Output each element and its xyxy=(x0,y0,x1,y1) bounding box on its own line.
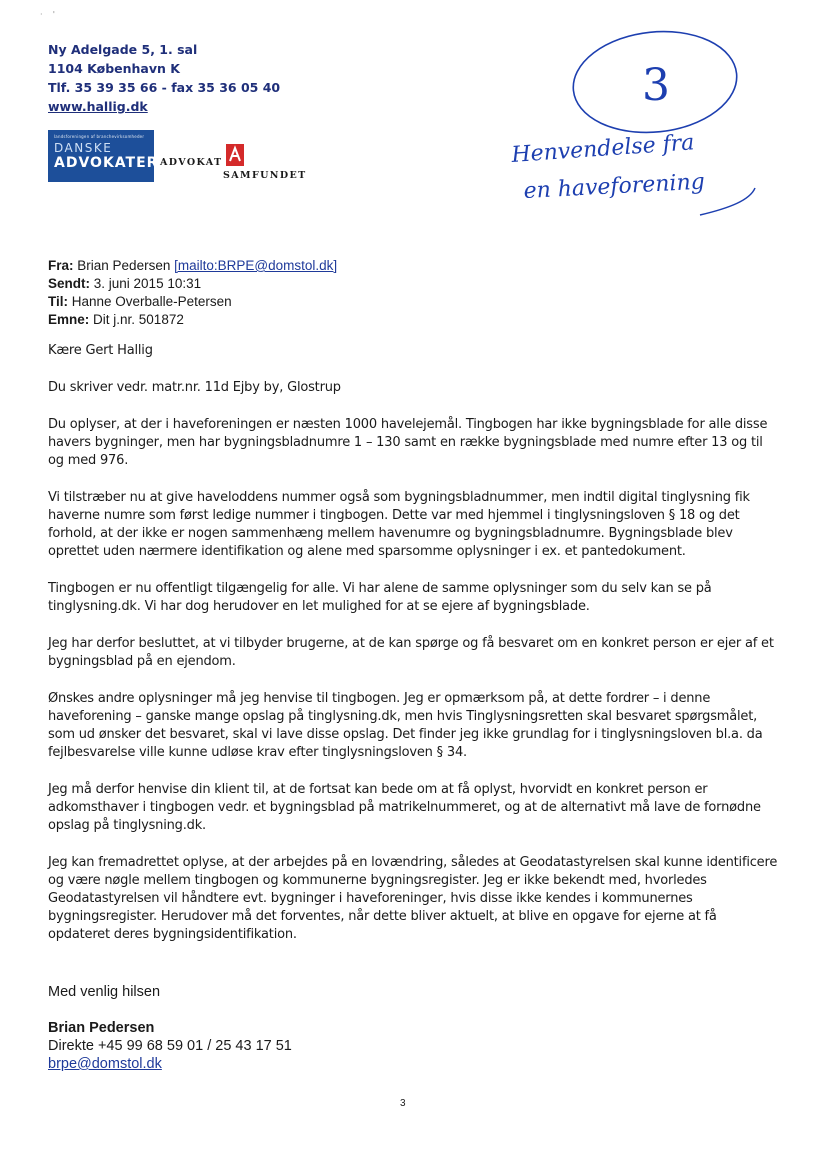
paragraph-3: Vi tilstræber nu at give haveloddens nummer også som bygningsbladnummer, men indtil digital tinglysning fik haverne numre som først ledige nummer i tingbogen. Dette var med hjemmel i tinglysningsloven § 18 og det forhold, at der ikke er nogen sammenhæng mellem havenumre og bygningsbladnumre. Bygningsblade blev oprettet uden nærmere identifikation og alene med sparsomme oplysninger i ex. et pantedokument. xyxy=(48,490,750,559)
paragraph-1: Du skriver vedr. matr.nr. 11d Ejby by, Glostrup xyxy=(48,380,341,395)
signature-name: Brian Pedersen xyxy=(48,1020,155,1036)
danske-logo-tagline: landsforeningen af branchevirksomheder xyxy=(54,134,145,139)
to-label: Til: xyxy=(48,294,68,309)
address-line-1: Ny Adelgade 5, 1. sal xyxy=(48,42,198,57)
signature-email-link[interactable]: brpe@domstol.dk xyxy=(48,1056,162,1072)
from-row xyxy=(48,257,337,275)
sent-value: 3. juni 2015 10:31 xyxy=(93,276,202,291)
to-value: Hanne Overballe-Petersen xyxy=(71,294,232,309)
handwritten-line-1: Henvendelse fra xyxy=(510,130,696,168)
scan-specks: · ' xyxy=(40,10,55,19)
to-row xyxy=(48,293,337,311)
closing: Med venlig hilsen xyxy=(48,984,161,1000)
page-number: 3 xyxy=(400,1098,406,1109)
subject-row xyxy=(48,311,337,329)
circled-number: 3 xyxy=(642,60,670,111)
danske-logo-line1: DANSKE xyxy=(54,141,113,155)
greeting: Kære Gert Hallig xyxy=(48,343,153,358)
advokatsamfundet-emblem-icon xyxy=(226,144,244,166)
paragraph-5: Jeg har derfor besluttet, at vi tilbyder brugerne, at de kan spørge og få besvaret om en konkret person er ejer af et bygningsblad på en ejendom. xyxy=(48,636,774,669)
advokatsamfundet-logo xyxy=(160,142,310,186)
subject-value: Dit j.nr. 501872 xyxy=(93,312,184,327)
paragraph-7: Jeg må derfor henvise din klient til, at de fortsat kan bede om at få oplyst, hvorvidt en konkret person er adkomsthaver i tingbogen vedr. et bygningsblad på matrikelnummeret, og at de alternativt må lave de fornødne opslag på tinglysning.dk. xyxy=(48,782,761,833)
letter-body xyxy=(48,342,778,963)
paragraph-2: Du oplyser, at der i haveforeningen er næsten 1000 havelejemål. Tingbogen har ikke bygningsblade for alle disse havers bygninger, men har bygningsbladnumre 1 – 130 samt en række bygningsblade med numre efter 13 og til og med 976. xyxy=(48,417,768,468)
sent-label: Sendt: xyxy=(48,276,90,291)
handwritten-line-2: en haveforening xyxy=(523,169,706,204)
paragraph-4: Tingbogen er nu offentligt tilgængelig for alle. Vi har alene de samme oplysninger som du selv kan se på tinglysning.dk. Vi har dog herudover en let mulighed for at se ejere af bygningsblade. xyxy=(48,581,712,614)
sent-row xyxy=(48,275,337,293)
paragraph-8: Jeg kan fremadrettet oplyse, at der arbejdes på en lovændring, således at Geodatastyrelsen skal kunne identificere og være nøgle mellem tingbogen og kommunerne bygningsregister. Jeg er ikke bekendt med, hvorledes Geodatastyrelsen vil håndtere evt. bygninger i haveforeninger, hvis disse ikke kendes i kommunernes bygningsregister. Herudover må det forventes, når dette bliver aktuelt, at blive en opgave for ejerne at få opdateret deres bygningsidentifikation. xyxy=(48,855,778,942)
letterhead-address xyxy=(48,40,280,116)
advokatsamfundet-word2: SAMFUNDET xyxy=(223,170,307,181)
signature-block xyxy=(48,1019,292,1073)
email-header xyxy=(48,257,337,329)
address-line-2: 1104 København K xyxy=(48,61,180,76)
phone-fax: Tlf. 35 39 35 66 - fax 35 36 05 40 xyxy=(48,80,281,95)
signature-phone: Direkte +45 99 68 59 01 / 25 43 17 51 xyxy=(48,1038,292,1054)
paragraph-6: Ønskes andre oplysninger må jeg henvise til tingbogen. Jeg er opmærksom på, at dette fordrer – i denne haveforening – ganske mange opslag på tinglysning.dk, men hvis Tinglysningsretten skal besvaret spørgsmålet, som ud ønsker det besvaret, skal vi lave disse opslag. Det finder jeg ikke grundlag for i tinglysningsloven bl.a. da fejlbesvarelse ville kunne udløse krav efter tinglysningsloven § 34. xyxy=(48,691,763,760)
danske-advokater-logo xyxy=(48,130,159,182)
handwritten-annotation xyxy=(500,20,770,230)
advokatsamfundet-word1: ADVOKAT xyxy=(160,157,223,168)
from-label: Fra: xyxy=(48,258,74,273)
website-link[interactable]: www.hallig.dk xyxy=(48,99,148,114)
subject-label: Emne: xyxy=(48,312,90,327)
danske-logo-line2: ADVOKATER xyxy=(54,155,159,171)
from-mailto-link[interactable]: [mailto:BRPE@domstol.dk] xyxy=(174,258,338,273)
from-value: Brian Pedersen xyxy=(77,258,171,273)
underline-swoosh xyxy=(700,188,755,215)
